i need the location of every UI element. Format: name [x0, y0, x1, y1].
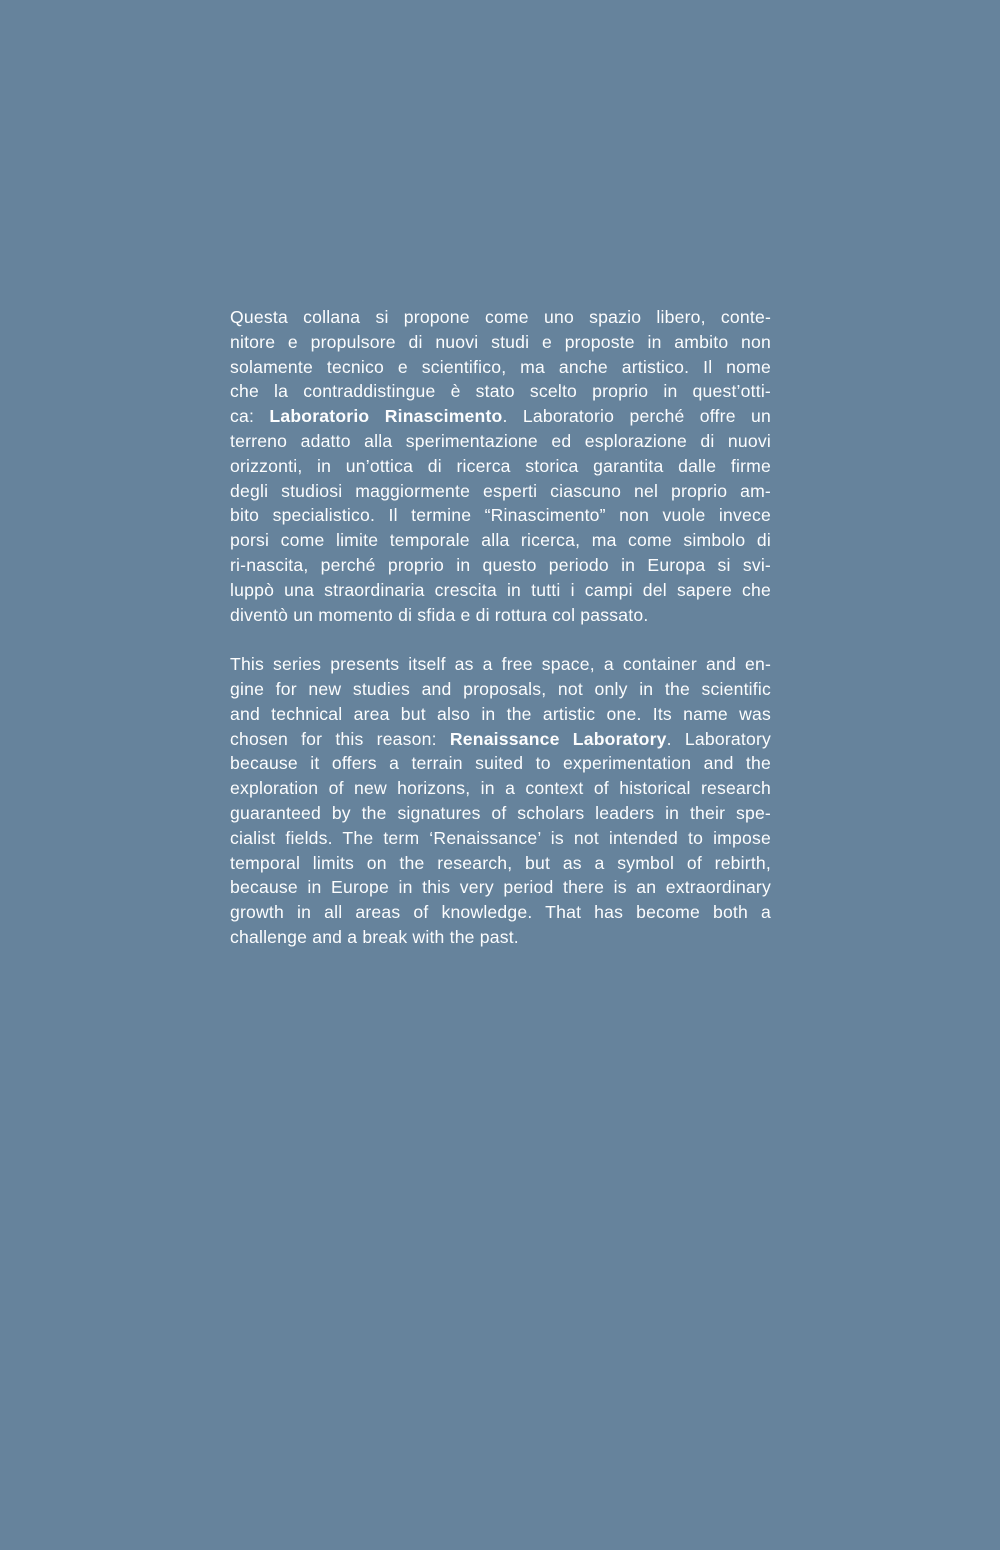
text-segment: exploration of new horizons, in a context of historical research	[230, 778, 771, 799]
text-line	[230, 578, 771, 603]
text-segment: porsi come limite temporale alla ricerca, ma come simbolo di	[230, 530, 771, 551]
text-segment: This series presents itself as a free space, a container and en-	[230, 654, 771, 675]
text-segment: solamente tecnico e scientifico, ma anche artistico. Il nome	[230, 356, 771, 377]
text-line	[230, 652, 771, 677]
text-segment: degli studiosi maggiormente esperti ciascuno nel proprio am-	[230, 480, 771, 501]
text-line	[230, 801, 771, 826]
text-segment: che la contraddistingue è stato scelto proprio in quest’otti-	[230, 381, 771, 402]
text-line	[230, 404, 771, 429]
text-line	[230, 479, 771, 504]
text-line	[230, 925, 771, 950]
text-line	[230, 603, 771, 628]
text-segment: because in Europe in this very period there is an extraordinary	[230, 877, 771, 898]
text-line	[230, 875, 771, 900]
text-segment: . Laboratorio perché offre un	[502, 406, 771, 427]
text-segment: nitore e propulsore di nuovi studi e proposte in ambito non	[230, 331, 771, 352]
text-line	[230, 305, 771, 330]
text-line	[230, 677, 771, 702]
text-segment: orizzonti, in un’ottica di ricerca storica garantita dalle firme	[230, 455, 771, 476]
text-line	[230, 330, 771, 355]
text-line	[230, 429, 771, 454]
text-line	[230, 776, 771, 801]
text-line	[230, 379, 771, 404]
paragraph-italian	[230, 305, 771, 627]
text-line	[230, 751, 771, 776]
text-line	[230, 503, 771, 528]
colophon-text	[230, 305, 771, 950]
text-line	[230, 851, 771, 876]
text-segment: chosen for this reason:	[230, 728, 450, 749]
text-line	[230, 900, 771, 925]
series-title-bold: Renaissance Laboratory	[449, 728, 667, 749]
text-segment: Questa collana si propone come uno spazio libero, conte-	[230, 307, 771, 327]
text-segment: and technical area but also in the artistic one. Its name was	[230, 703, 771, 724]
text-segment: ri-nascita, perché proprio in questo periodo in Europa si svi-	[230, 554, 771, 575]
paragraph-english	[230, 652, 771, 950]
text-segment: because it offers a terrain suited to experimentation and the	[230, 753, 771, 774]
text-line	[230, 727, 771, 752]
text-line	[230, 553, 771, 578]
text-segment: . Laboratory	[666, 728, 772, 749]
text-line	[230, 702, 771, 727]
text-line	[230, 528, 771, 553]
text-segment: gine for new studies and proposals, not only in the scientific	[230, 678, 771, 699]
text-segment: challenge and a break with the past.	[230, 926, 519, 947]
text-segment: bito specialistico. Il termine “Rinascimento” non vuole invece	[230, 505, 771, 526]
text-segment: temporal limits on the research, but as a symbol of rebirth,	[230, 852, 771, 873]
text-segment: guaranteed by the signatures of scholars leaders in their spe-	[230, 802, 771, 823]
text-line	[230, 454, 771, 479]
text-segment: growth in all areas of knowledge. That has become both a	[230, 902, 771, 923]
text-segment: luppò una straordinaria crescita in tutti i campi del sapere che	[230, 579, 771, 600]
text-line	[230, 355, 771, 380]
text-segment: terreno adatto alla sperimentazione ed esplorazione di nuovi	[230, 430, 771, 451]
text-line	[230, 826, 771, 851]
text-segment: cialist fields. The term ‘Renaissance’ is not intended to impose	[230, 827, 771, 848]
series-title-bold: Laboratorio Rinascimento	[269, 406, 503, 427]
text-segment: ca:	[230, 406, 270, 427]
text-segment: diventò un momento di sfida e di rottura col passato.	[230, 604, 649, 625]
